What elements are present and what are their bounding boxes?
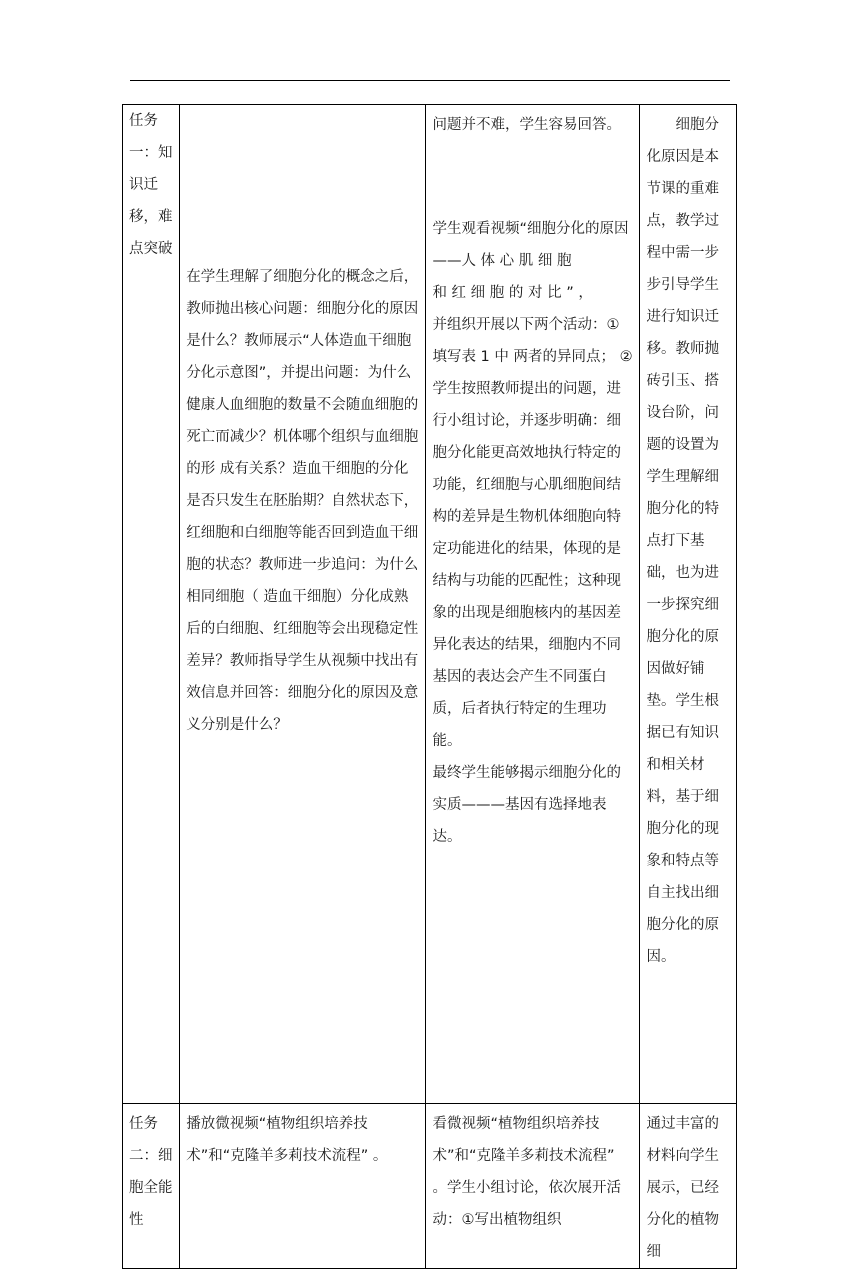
student-activity-text: 问题并不难，学生容易回答。 xyxy=(432,117,621,133)
header-rule xyxy=(130,80,730,81)
student-activity-cell xyxy=(426,1104,640,1269)
teacher-activity-cell xyxy=(180,1104,426,1269)
student-activity-text: 最终学生能够揭示细胞分化的实质———基因有选择地表达。 xyxy=(432,765,621,845)
design-intent-text: 细胞分化原因是本节课的重难点，教学过程中需一步步引导学生进行知识迁移。教师抛砖引玉、搭设台阶，问题的设置为学生理解细胞分化的特点打下基础，也为进一步探究细胞分化的原因做好铺垫。学生根据已有知识和相关材料，基于细胞分化的现象和特点等自主找出细胞分化的原因。 xyxy=(646,117,719,965)
teacher-activity-cell xyxy=(180,105,426,1104)
design-intent-cell xyxy=(640,105,737,1104)
student-activity-text: 学生观看视频“细胞分化的原因——人 体 心 肌 细 胞 xyxy=(432,221,629,269)
task-label: 任务一：知识迁移，难点突破 xyxy=(129,113,173,257)
lesson-plan-table xyxy=(122,104,737,1269)
design-intent-cell xyxy=(640,1104,737,1269)
table-row xyxy=(123,105,737,1104)
teacher-activity-text: 播放微视频“植物组织培养技术”和“克隆羊多莉技术流程” 。 xyxy=(186,1116,388,1164)
task-cell xyxy=(123,1104,180,1269)
design-intent-text: 通过丰富的材料向学生展示，已经分化的植物细 xyxy=(646,1116,719,1260)
student-activity-text: 看微视频“植物组织培养技术”和“克隆羊多莉技术流程” 。学生小组讨论，依次展开活动：①写出植物组织 xyxy=(432,1116,621,1228)
task-label: 任务二：细胞全能性 xyxy=(129,1116,173,1228)
teacher-activity-text: 在学生理解了细胞分化的概念之后，教师抛出核心问题：细胞分化的原因是什么？教师展示“人体造血干细胞分化示意图”，并提出问题：为什么健康人血细胞的数量不会随血细胞的死亡而减少？机体哪个组织与血细胞的形 成有关系？造血干细胞的分化是否只发生在胚胎期？自然状态下，红细胞和白细胞等能否回到造血干细胞的状态？教师进一步追问：为什么相同细胞（ 造血干细胞）分化成熟后的白细胞、红细胞等会出现稳定性差异？教师指导学生从视频中找出有效信息并回答：细胞分化的原因及意义分别是什么？ xyxy=(186,269,419,733)
student-activity-text: 并组织开展以下两个活动：①填写表 1 中 两者的异同点； ②学生按照教师提出的问题，进行小组讨论，并逐步明确：细胞分化能更高效地执行特定的功能，红细胞与心肌细胞间结构的差异是生物机体细胞向特定功能进化的结果，体现的是结构与功能的匹配性；这种现象的出现是细胞核内的基因差异化表达的结果，细胞内不同基因的表达会产生不同蛋白质，后者执行特定的生理功能。 xyxy=(432,317,633,749)
task-cell xyxy=(123,105,180,1104)
student-activity-cell xyxy=(426,105,640,1104)
paragraph-gap xyxy=(432,141,633,213)
student-activity-text: 和 红 细 胞 的 对 比 ” ， xyxy=(432,285,593,301)
table-row xyxy=(123,1104,737,1269)
